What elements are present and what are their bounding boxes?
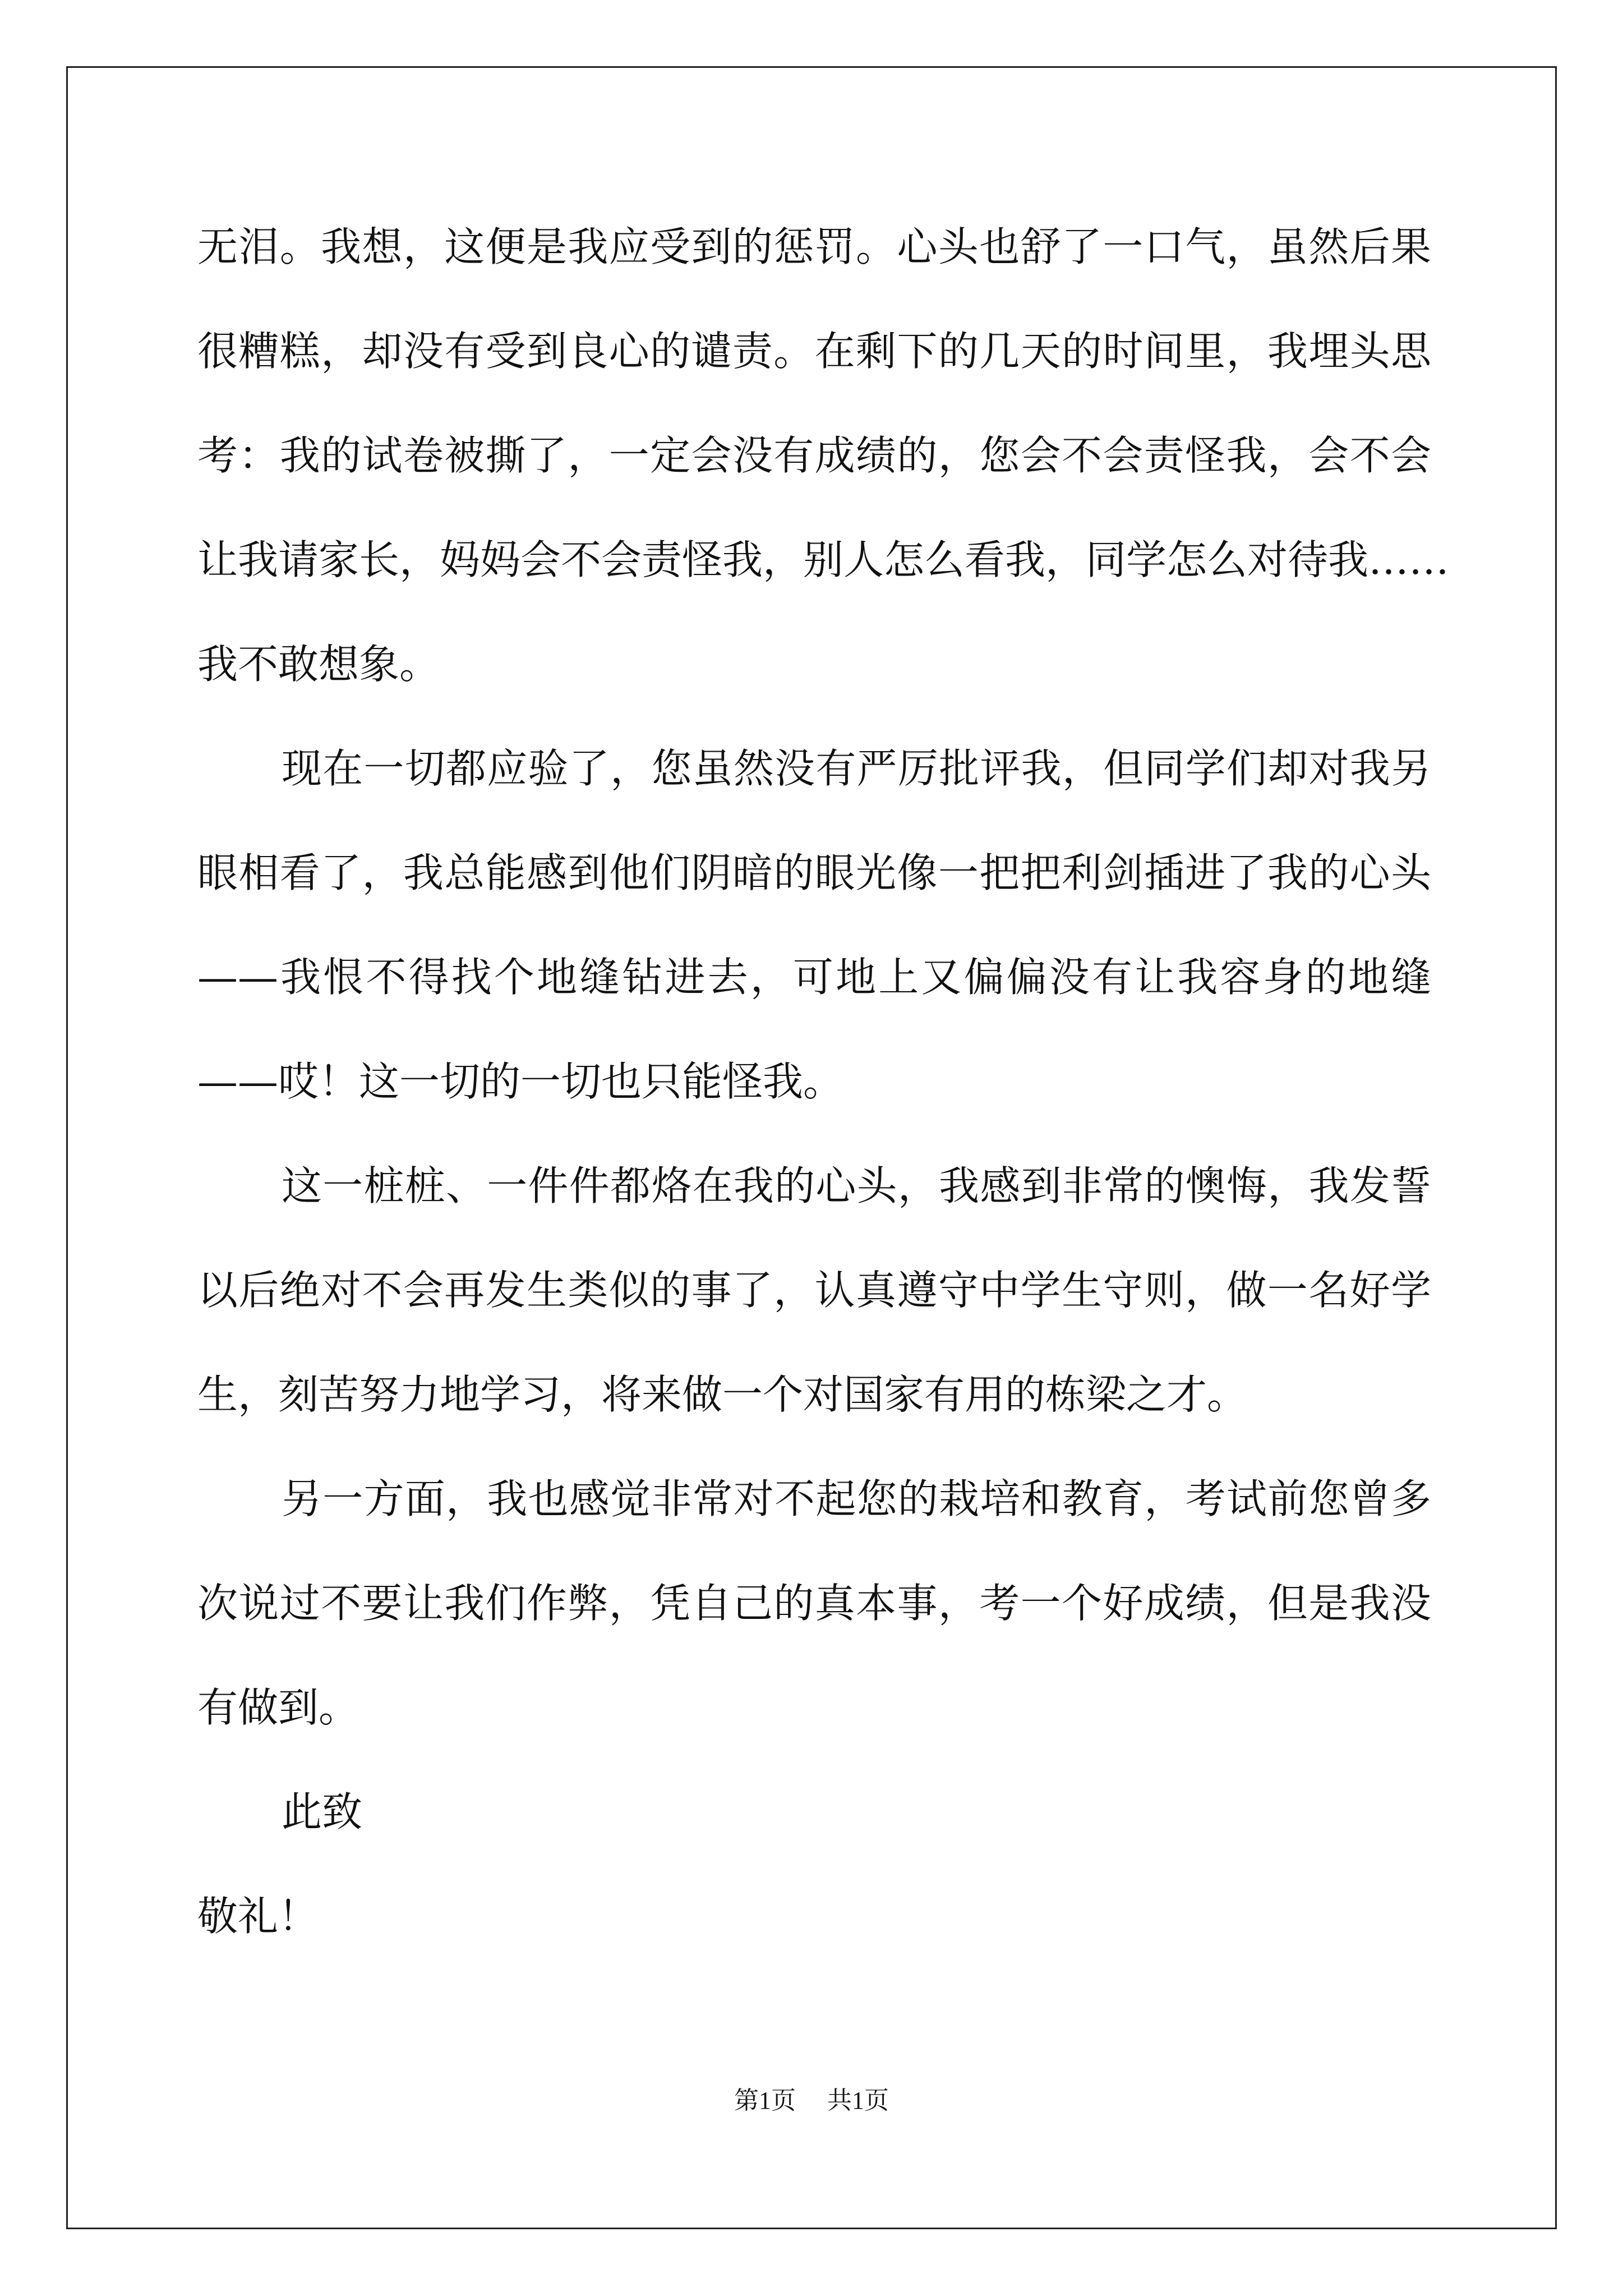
text-line: 有做到。 [197,1684,359,1731]
closing-salutation: 此致 [282,1788,363,1835]
text-line: 考：我的试卷被撕了，一定会没有成绩的，您会不会责怪我，会不会 [197,432,1431,479]
text-line: ——哎！这一切的一切也只能怪我。 [197,1058,844,1105]
text-line: 让我请家长，妈妈会不会责怪我，别人怎么看我，同学怎么对待我…… [197,536,1450,583]
text-line: 无泪。我想，这便是我应受到的惩罚。心头也舒了一口气，虽然后果 [197,223,1431,270]
closing-respects: 敬礼！ [197,1893,319,1940]
text-line: 我不敢想象。 [197,641,440,688]
text-line: 眼相看了，我总能感到他们阴暗的眼光像一把把利剑插进了我的心头 [197,849,1431,896]
paragraph-start-line: 现在一切都应验了，您虽然没有严厉批评我，但同学们却对我另 [282,745,1431,792]
text-line: ——我恨不得找个地缝钻进去，可地上又偏偏没有让我容身的地缝 [197,954,1431,1001]
text-line: 以后绝对不会再发生类似的事了，认真遵守中学生守则，做一名好学 [197,1267,1431,1314]
text-line: 次说过不要让我们作弊，凭自己的真本事，考一个好成绩，但是我没 [197,1580,1431,1627]
paragraph-start-line: 这一桩桩、一件件都烙在我的心头，我感到非常的懊悔，我发誓 [282,1162,1431,1209]
page-number-total: 共1页 [827,2087,889,2114]
page-footer [0,2080,1623,2116]
page-number-current: 第1页 [734,2087,796,2114]
text-line: 生，刻苦努力地学习，将来做一个对国家有用的栋梁之才。 [197,1371,1248,1418]
paragraph-start-line: 另一方面，我也感觉非常对不起您的栽培和教育，考试前您曾多 [282,1475,1431,1522]
text-line: 很糟糕，却没有受到良心的谴责。在剩下的几天的时间里，我埋头思 [197,328,1431,375]
letter-body [197,213,1450,1987]
